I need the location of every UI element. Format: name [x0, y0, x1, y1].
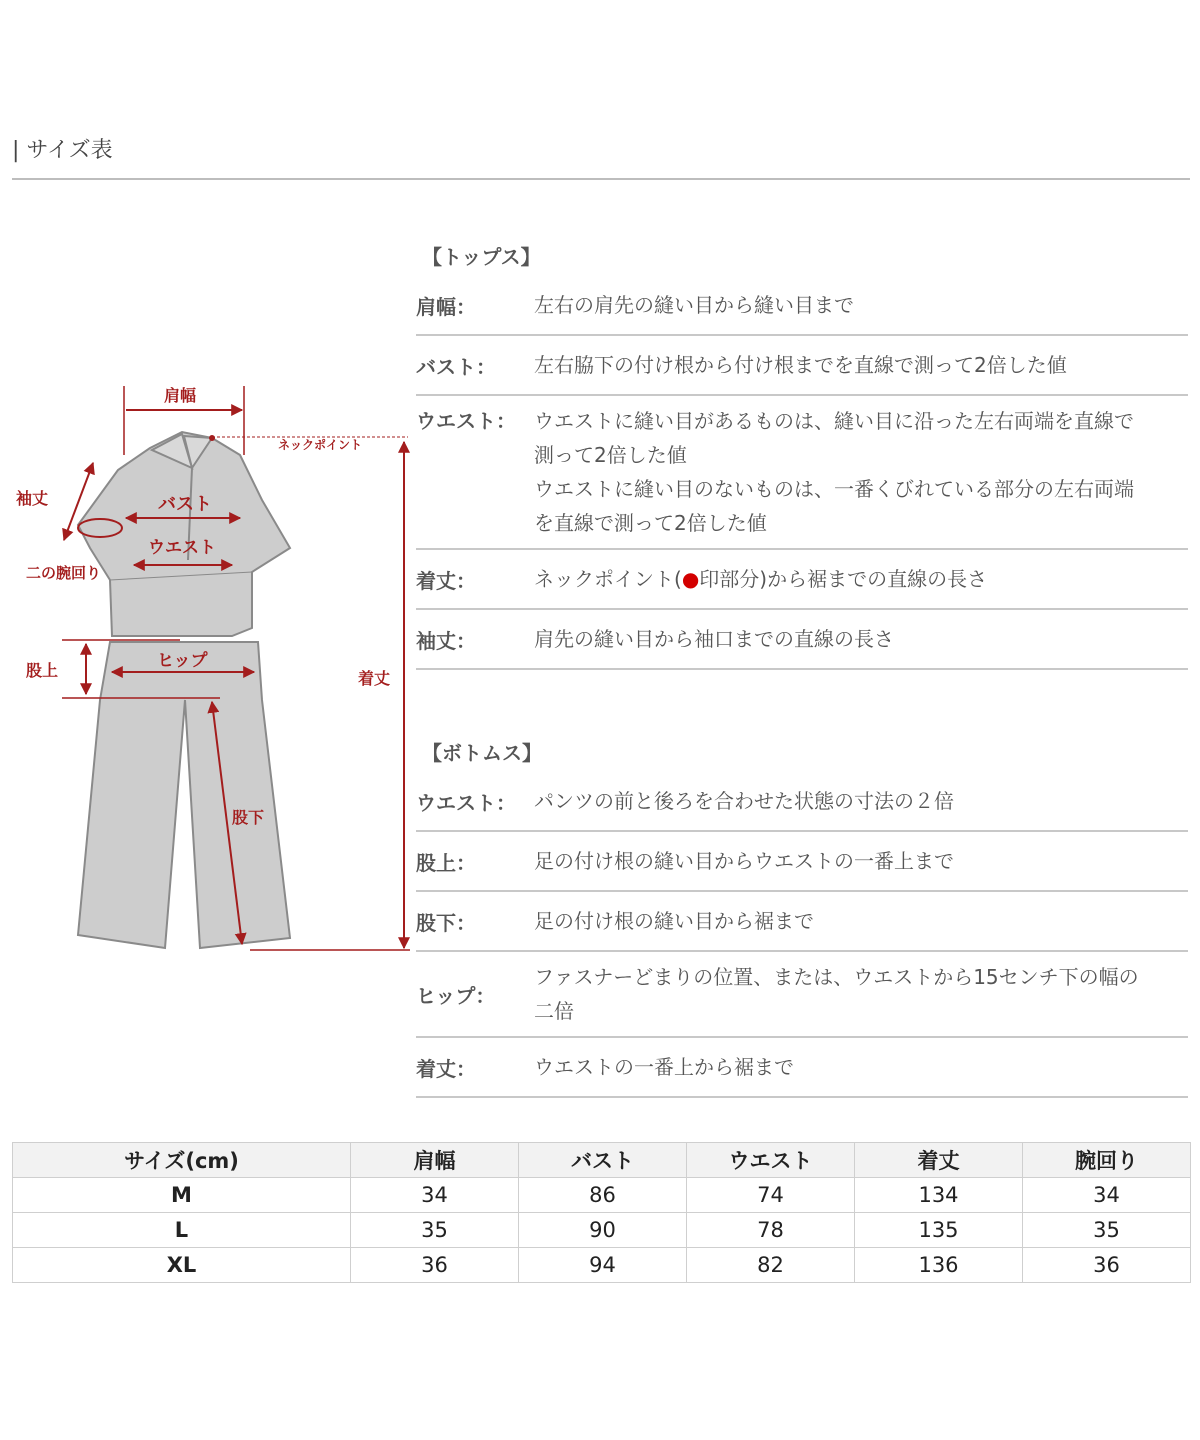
table-cell: 34	[1023, 1178, 1191, 1213]
size-table	[12, 1142, 1191, 1283]
tops-row-bust	[416, 336, 1188, 396]
neck-point-dot	[209, 435, 215, 441]
tops-row-sodetake	[416, 610, 1188, 670]
column-header: 腕回り	[1023, 1143, 1191, 1178]
def-desc: パンツの前と後ろを合わせた状態の寸法の２倍	[534, 789, 954, 813]
def-term: ヒップ：	[416, 983, 496, 1008]
label-matagami: 股上	[26, 661, 59, 680]
tops-row-kitake	[416, 550, 1188, 610]
def-desc: ファスナーどまりの位置、または、ウエストから15センチ下の幅の 二倍	[534, 965, 1139, 1023]
label-kitake: 着丈	[358, 669, 391, 688]
def-desc: 左右脇下の付け根から付け根までを直線で測って2倍した値	[534, 353, 1067, 377]
table-cell: 90	[519, 1213, 687, 1248]
bottoms-row-matagami	[416, 832, 1188, 892]
table-cell: 86	[519, 1178, 687, 1213]
table-cell: 82	[687, 1248, 855, 1283]
def-term: ウエスト：	[416, 790, 516, 815]
label-sodetake: 袖丈	[16, 489, 49, 508]
def-term: バスト：	[416, 354, 496, 379]
table-row	[13, 1213, 1191, 1248]
bottoms-heading: 【ボトムス】	[422, 741, 542, 765]
def-desc: 足の付け根の縫い目からウエストの一番上まで	[534, 849, 954, 873]
table-cell: 78	[687, 1213, 855, 1248]
table-cell: 134	[855, 1178, 1023, 1213]
label-hip: ヒップ	[157, 651, 208, 671]
title-divider	[12, 178, 1190, 180]
def-desc: ウエストの一番上から裾まで	[534, 1055, 794, 1079]
tops-row-waist	[416, 396, 1188, 550]
table-cell: 36	[1023, 1248, 1191, 1283]
column-header: ウエスト	[687, 1143, 855, 1178]
bottoms-row-hip	[416, 952, 1188, 1038]
def-desc: 肩先の縫い目から袖口までの直線の長さ	[534, 627, 894, 651]
table-cell: 34	[351, 1178, 519, 1213]
label-bust: バスト	[158, 494, 212, 515]
label-waist: ウエスト	[148, 538, 216, 558]
def-term: 肩幅：	[416, 294, 476, 319]
def-term: 股下：	[416, 910, 476, 935]
garment-diagram	[0, 370, 410, 970]
table-header-row	[13, 1143, 1191, 1178]
column-header: サイズ(cm)	[13, 1143, 351, 1178]
tops-section	[416, 238, 1188, 670]
def-desc: ウエストに縫い目があるものは、縫い目に沿った左右両端を直線で 測って2倍した値 ウエストに縫い目のないものは、一番くびれている部分の左右両端 を直線で測って2倍した値	[534, 409, 1134, 535]
size-cell: L	[13, 1213, 351, 1248]
column-header: バスト	[519, 1143, 687, 1178]
bottoms-row-waist	[416, 772, 1188, 832]
label-katahaba: 肩幅	[164, 386, 197, 405]
table-cell: 74	[687, 1178, 855, 1213]
table-cell: 135	[855, 1213, 1023, 1248]
def-term: ウエスト：	[416, 409, 516, 433]
bottoms-row-kitake	[416, 1038, 1188, 1098]
column-header: 着丈	[855, 1143, 1023, 1178]
label-neck-point: ネックポイント	[278, 438, 363, 452]
tops-row-katahaba	[416, 276, 1188, 336]
tops-heading: 【トップス】	[422, 245, 541, 269]
table-cell: 35	[351, 1213, 519, 1248]
def-desc: 左右の肩先の縫い目から縫い目まで	[534, 293, 854, 317]
pants-shape	[78, 642, 290, 948]
def-term: 着丈：	[416, 568, 476, 593]
def-desc: ネックポイント(●印部分)から裾までの直線の長さ	[534, 567, 988, 591]
size-cell: M	[13, 1178, 351, 1213]
size-cell: XL	[13, 1248, 351, 1283]
label-matashita: 股下	[232, 808, 265, 827]
table-cell: 36	[351, 1248, 519, 1283]
column-header: 肩幅	[351, 1143, 519, 1178]
red-dot-icon: ●	[681, 567, 700, 591]
table-cell: 136	[855, 1248, 1023, 1283]
table-cell: 35	[1023, 1213, 1191, 1248]
def-term: 袖丈：	[416, 628, 476, 653]
def-term: 股上：	[416, 850, 476, 875]
bottoms-row-matashita	[416, 892, 1188, 952]
table-cell: 94	[519, 1248, 687, 1283]
def-term: 着丈：	[416, 1056, 476, 1081]
label-ninoude: 二の腕回り	[26, 564, 102, 582]
bottoms-section	[416, 734, 1188, 1098]
page-title: | サイズ表	[12, 138, 113, 163]
table-row	[13, 1178, 1191, 1213]
def-desc: 足の付け根の縫い目から裾まで	[534, 909, 814, 933]
table-row	[13, 1248, 1191, 1283]
